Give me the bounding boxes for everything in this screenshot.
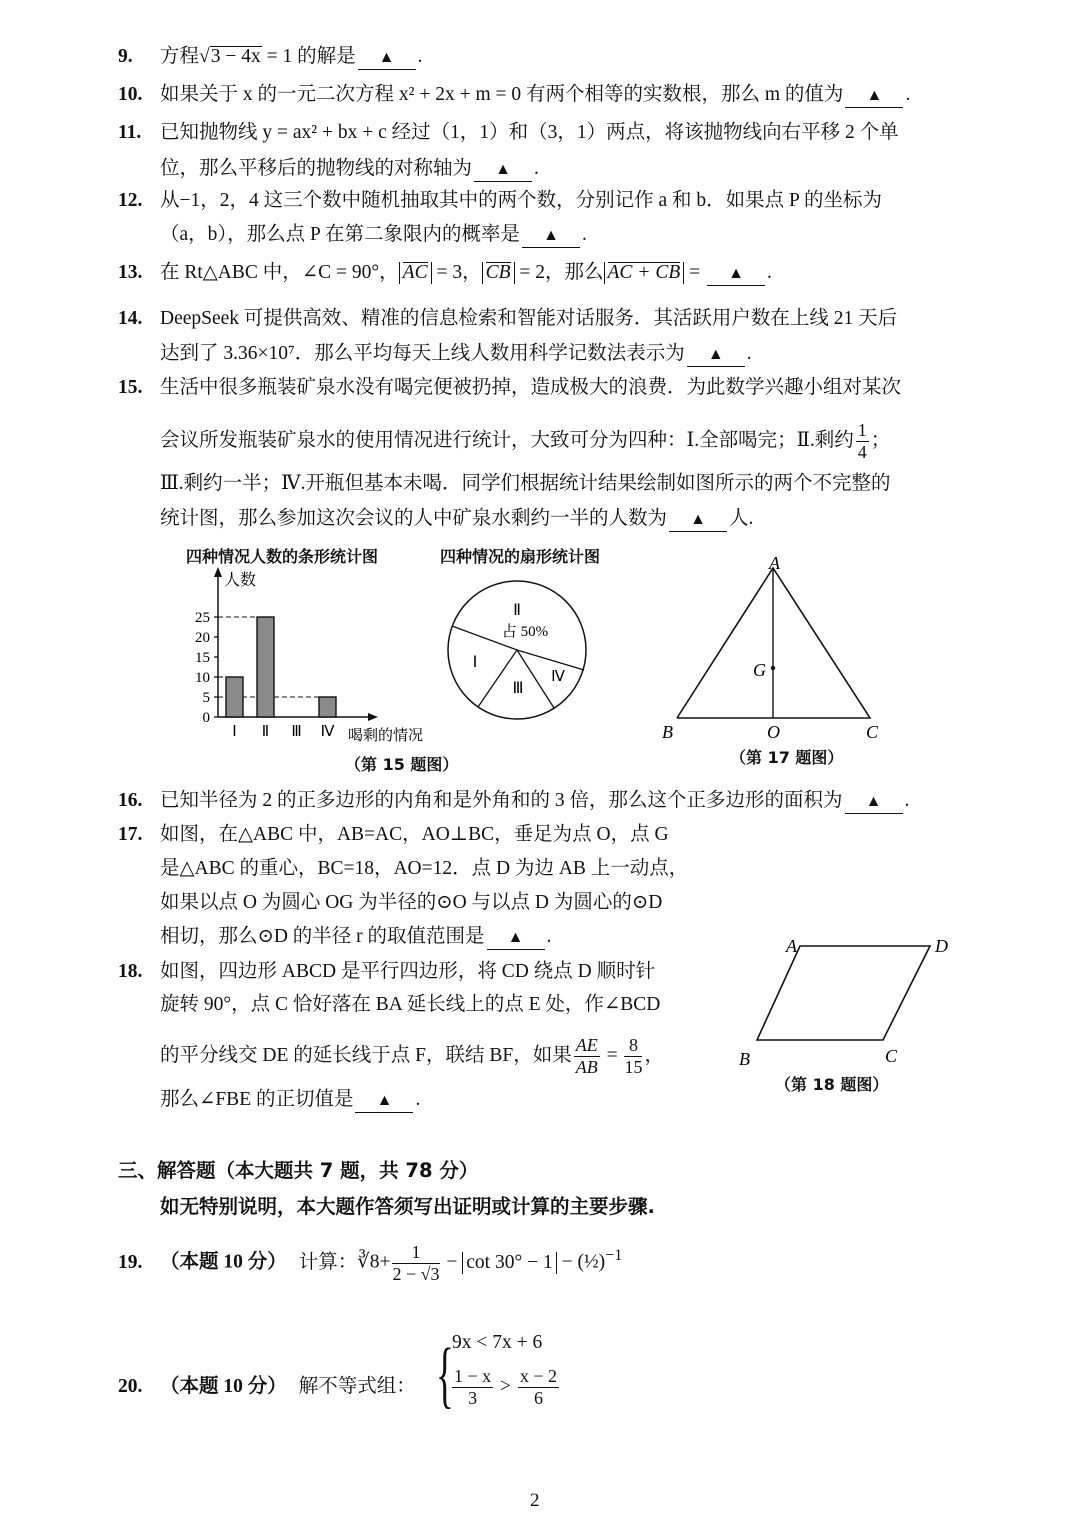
- fraction-1-over-2-minus-sqrt3: $\frac{1}{2 - √3}$: [392, 1241, 440, 1284]
- x-tick-label: Ⅳ: [320, 724, 335, 740]
- question-17-line4: 相切，那么⊙D 的半径 r 的取值范围是 ▲ .: [160, 920, 551, 954]
- brace-icon: {: [436, 1334, 454, 1416]
- fraction-8-15: $\frac{8}{15}$: [624, 1035, 643, 1077]
- label-a: A: [769, 556, 780, 573]
- question-18: 18. 如图，四边形 ABCD 是平行四边形，将 CD 绕点 D 顺时针: [118, 955, 655, 989]
- label-a: A: [786, 936, 797, 956]
- answer-blank[interactable]: ▲: [358, 46, 416, 70]
- pie-label-ii-percent: 占 50%: [501, 624, 549, 640]
- answer-blank[interactable]: ▲: [355, 1089, 413, 1113]
- pie-chart-title: 四种情况的扇形统计图: [440, 547, 601, 566]
- label-c: C: [885, 1046, 898, 1066]
- pie-slice-edge: [517, 650, 584, 670]
- inequality-2: $\frac{1 - x}{3}$ > $\frac{x - 2}{6}$: [454, 1366, 558, 1408]
- abs-ac: AC: [399, 262, 432, 284]
- point-g: [771, 666, 775, 670]
- question-16: 16. 已知半径为 2 的正多边形的内角和是外角和的 3 倍，那么这个正多边形的面积为 ▲ .: [118, 784, 909, 818]
- answer-blank[interactable]: ▲: [845, 84, 903, 108]
- question-9: 9. 方程√3 − 4x = 1 的解是 ▲ .: [118, 40, 422, 74]
- fraction-one-quarter: $\frac{1}{4}$: [857, 420, 867, 462]
- x-tick-label: Ⅱ: [261, 724, 270, 740]
- figure-17-triangle: [658, 556, 888, 746]
- question-19: 19. （本题 10 分） 计算：∛8+ $\frac{1}{2 - √3}$ − cot 30° − 1 − (½)$^{-1}$: [118, 1241, 623, 1284]
- pie-chart: [445, 575, 590, 725]
- answer-blank[interactable]: ▲: [687, 343, 745, 367]
- question-17-line3: 如果以点 O 为圆心 OG 为半径的⊙O 与以点 D 为圆心的⊙D: [160, 892, 663, 913]
- figure-17-caption: （第 17 题图）: [730, 748, 844, 767]
- question-18-line3: 的平分线交 DE 的延长线于点 F，联结 BF，如果 $\frac{AE}{AB}$ = $\frac{8}{15}$ ，: [160, 1035, 664, 1077]
- x-axis-arrow: [368, 713, 378, 721]
- question-10: 10. 如果关于 x 的一元二次方程 x² + 2x + m = 0 有两个相等的实数根，那么 m 的值为 ▲ .: [118, 78, 910, 112]
- answer-blank[interactable]: ▲: [474, 158, 532, 182]
- question-number: 18.: [118, 961, 143, 982]
- bar-4: [319, 697, 336, 717]
- question-12: 12. 从−1，2，4 这三个数中随机抽取其中的两个数，分别记作 a 和 b．如果点 P 的坐标为: [118, 184, 882, 218]
- answer-blank[interactable]: ▲: [522, 224, 580, 248]
- section-3-title: 三、解答题（本大题共 7 题，共 78 分）: [118, 1159, 479, 1182]
- question-14-cont: 达到了 3.36×10⁷．那么平均每天上线人数用科学记数法表示为 ▲ .: [160, 337, 752, 371]
- x-tick-label: Ⅲ: [291, 724, 302, 740]
- pie-slice-edge: [478, 650, 517, 707]
- score-label: （本题 10 分）: [160, 1251, 287, 1273]
- question-15-line2: 会议所发瓶装矿泉水的使用情况进行统计，大致可分为四种：Ⅰ.全部喝完；Ⅱ.剩约 $\frac{1}{4}$ ；: [160, 420, 891, 462]
- y-tick-label: 25: [195, 610, 210, 626]
- question-15-line3: Ⅲ.剩约一半；Ⅳ.开瓶但基本未喝．同学们根据统计结果绘制如图所示的两个不完整的: [160, 473, 891, 494]
- question-20: 20. （本题 10 分） 解不等式组：: [118, 1370, 416, 1404]
- label-b: B: [662, 722, 673, 742]
- y-tick-label: 5: [202, 690, 210, 706]
- question-number: 9.: [118, 46, 133, 67]
- label-o: O: [767, 722, 780, 742]
- label-c: C: [866, 722, 879, 742]
- x-tick-label: Ⅰ: [232, 724, 237, 740]
- question-number: 17.: [118, 824, 143, 845]
- y-tick-label: 0: [202, 710, 210, 726]
- inequality-1: 9x < 7x + 6: [452, 1332, 543, 1353]
- question-17-line2: 是△ABC 的重心，BC=18，AO=12．点 D 为边 AB 上一动点，: [160, 858, 689, 879]
- x-axis-label: 喝剩的情况: [348, 728, 424, 744]
- y-axis-label: 人数: [224, 572, 257, 589]
- parallelogram-abcd: [757, 946, 930, 1040]
- exponent: −1: [605, 1246, 623, 1264]
- question-number: 11.: [118, 122, 142, 143]
- question-number: 14.: [118, 308, 143, 329]
- pie-label-iii: Ⅲ: [512, 680, 524, 697]
- bar-1: [226, 677, 243, 717]
- abs-sum: AC + CB: [604, 262, 685, 284]
- abs-cb: CB: [482, 262, 515, 284]
- question-15: 15. 生活中很多瓶装矿泉水没有喝完便被扔掉，造成极大的浪费．为此数学兴趣小组对某次: [118, 371, 901, 405]
- question-15-line4: 统计图，那么参加这次会议的人中矿泉水剩约一半的人数为 ▲ 人.: [160, 502, 753, 536]
- question-number: 10.: [118, 84, 143, 105]
- cube-root-8: ∛8: [357, 1251, 380, 1273]
- pie-label-i: Ⅰ: [472, 654, 478, 671]
- pie-slice-edge: [517, 650, 554, 708]
- question-11-cont: 位，那么平移后的抛物线的对称轴为 ▲ .: [160, 152, 539, 186]
- figure-18-caption: （第 18 题图）: [775, 1075, 889, 1094]
- pie-label-iv: Ⅳ: [551, 669, 565, 685]
- answer-blank[interactable]: ▲: [707, 262, 765, 286]
- bar-2: [257, 617, 274, 717]
- section-3-subtitle: 如无特别说明，本大题作答须写出证明或计算的主要步骤.: [160, 1195, 655, 1218]
- answer-blank[interactable]: ▲: [487, 926, 545, 950]
- fraction-ae-ab: $\frac{AE}{AB}$: [575, 1035, 598, 1077]
- question-18-line2: 旋转 90°，点 C 恰好落在 BA 延长线上的点 E 处，作∠BCD: [160, 994, 661, 1015]
- answer-blank[interactable]: ▲: [669, 508, 727, 532]
- answer-blank[interactable]: ▲: [845, 790, 903, 814]
- y-axis-arrow: [214, 567, 222, 577]
- question-14: 14. DeepSeek 可提供高效、精准的信息检索和智能对话服务．其活跃用户数在上线 21 天后: [118, 302, 897, 336]
- y-tick-label: 10: [195, 670, 210, 686]
- question-11: 11. 已知抛物线 y = ax² + bx + c 经过（1，1）和（3，1）两点，将该抛物线向右平移 2 个单: [118, 116, 899, 150]
- figure-15-caption: （第 15 题图）: [345, 755, 459, 774]
- question-number: 13.: [118, 262, 143, 283]
- figure-18-parallelogram: [735, 928, 960, 1078]
- score-label: （本题 10 分）: [160, 1376, 287, 1397]
- question-17: 17. 如图，在△ABC 中，AB=AC，AO⊥BC，垂足为点 O，点 G: [118, 818, 669, 852]
- sqrt-expression: 3 − 4x: [210, 46, 261, 67]
- bar-chart: [180, 565, 450, 750]
- bar-chart-title: 四种情况人数的条形统计图: [186, 547, 379, 566]
- abs-cot: cot 30° − 1: [462, 1252, 557, 1274]
- y-tick-label: 15: [195, 650, 210, 666]
- label-b: B: [739, 1049, 750, 1069]
- y-tick-label: 20: [195, 630, 210, 646]
- question-number: 15.: [118, 377, 143, 398]
- pie-label-ii: Ⅱ: [513, 602, 521, 619]
- question-number: 16.: [118, 790, 143, 811]
- question-number: 19.: [118, 1251, 143, 1273]
- page-number: 2: [530, 1490, 540, 1511]
- question-12-cont: （a，b），那么点 P 在第二象限内的概率是 ▲ .: [160, 218, 587, 252]
- label-d: D: [935, 936, 948, 956]
- question-number: 12.: [118, 190, 143, 211]
- question-number: 20.: [118, 1376, 143, 1397]
- label-g: G: [753, 660, 766, 680]
- question-18-line4: 那么∠FBE 的正切值是 ▲ .: [160, 1083, 420, 1117]
- question-13: 13. 在 Rt△ABC 中，∠C = 90°， AC = 3， CB = 2，那么 AC + CB = ▲ .: [118, 256, 772, 290]
- half-paren: (½): [577, 1251, 606, 1273]
